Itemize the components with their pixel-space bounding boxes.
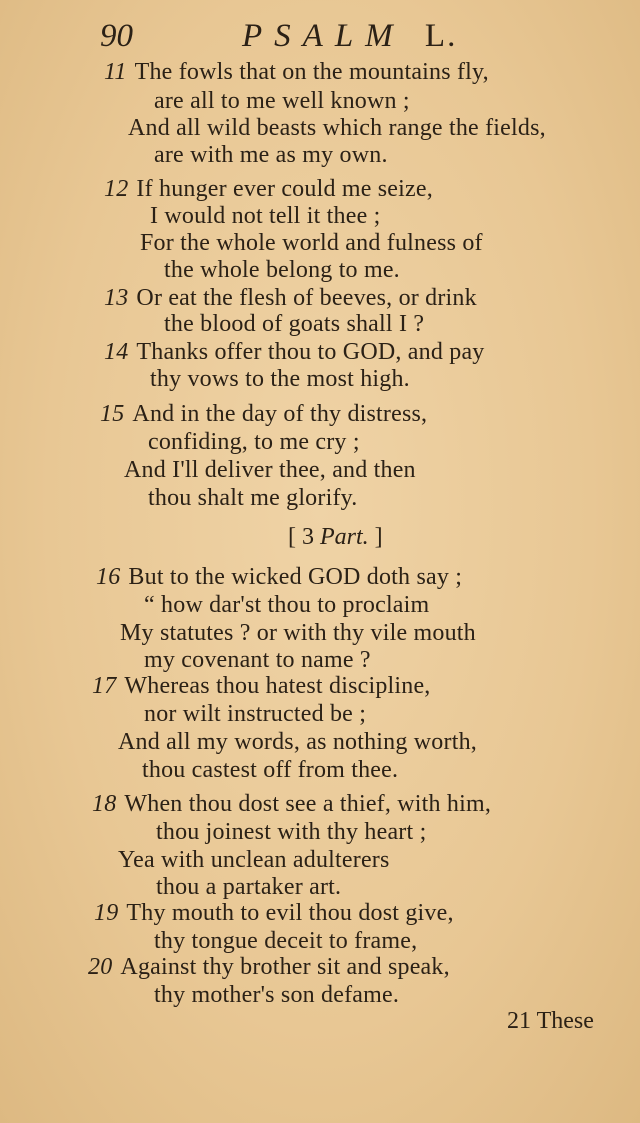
verse-number: 16 — [96, 564, 121, 590]
verse-16-line-3: My statutes ? or with thy vile mouth — [120, 620, 476, 646]
page-header — [100, 18, 500, 58]
verse-12-line-1 — [104, 175, 433, 203]
verse-11-line-3: And all wild beasts which range the fields, — [128, 115, 546, 141]
verse-18-line-1 — [92, 790, 491, 818]
verse-12-line-3: For the whole world and fulness of — [140, 230, 483, 256]
part-open: [ 3 — [288, 524, 314, 550]
verse-15-line-4: thou shalt me glorify. — [148, 485, 358, 511]
verse-13-line-1 — [104, 284, 477, 312]
verse-number: 12 — [104, 176, 129, 202]
verse-17-line-2: nor wilt instructed be ; — [144, 701, 367, 727]
verse-text: Thy mouth to evil thou dost give, — [126, 900, 454, 926]
part-label: Part. — [320, 524, 369, 550]
verse-text: Or eat the flesh of beeves, or drink — [136, 285, 477, 311]
verse-14-line-2: thy vows to the most high. — [150, 366, 410, 392]
verse-11-line-1 — [104, 58, 489, 86]
verse-number: 19 — [94, 900, 119, 926]
verse-13-line-2: the blood of goats shall I ? — [164, 311, 425, 337]
verse-text: And in the day of thy distress, — [132, 401, 428, 427]
verse-text: Against thy brother sit and speak, — [120, 954, 450, 980]
title-word: PSALM — [242, 18, 405, 54]
verse-text: If hunger ever could me seize, — [136, 176, 433, 202]
verse-15-line-2: confiding, to me cry ; — [148, 429, 360, 455]
verse-15-line-1 — [100, 400, 427, 428]
verse-20-line-1 — [88, 953, 450, 981]
verse-20-line-2: thy mother's son defame. — [154, 982, 400, 1008]
page-number: 90 — [100, 18, 133, 54]
verse-text: Whereas thou hatest discipline, — [124, 673, 431, 699]
verse-number: 14 — [104, 339, 129, 365]
verse-text: Thanks offer thou to GOD, and pay — [136, 339, 485, 365]
catchword: 21 These — [507, 1008, 594, 1034]
verse-number: 11 — [104, 59, 127, 85]
verse-number: 17 — [92, 673, 117, 699]
verse-18-line-2: thou joinest with thy heart ; — [156, 819, 427, 845]
verse-12-line-2: I would not tell it thee ; — [150, 203, 381, 229]
verse-text: The fowls that on the mountains fly, — [134, 59, 489, 85]
part-heading — [288, 524, 383, 551]
part-close: ] — [374, 524, 383, 550]
verse-11-line-4: are with me as my own. — [154, 142, 388, 168]
verse-text: But to the wicked GOD doth say ; — [128, 564, 463, 590]
verse-text: When thou dost see a thief, with him, — [124, 791, 492, 817]
verse-12-line-4: the whole belong to me. — [164, 257, 400, 283]
verse-19-line-2: thy tongue deceit to frame, — [154, 928, 418, 954]
verse-number: 15 — [100, 401, 125, 427]
verse-16-line-2: “ how dar'st thou to proclaim — [144, 592, 430, 618]
verse-16-line-4: my covenant to name ? — [144, 647, 371, 673]
verse-number: 20 — [88, 954, 113, 980]
running-title — [242, 18, 457, 55]
verse-11-line-2: are all to me well known ; — [154, 88, 410, 114]
verse-14-line-1 — [104, 338, 485, 366]
verse-17-line-1 — [92, 672, 431, 700]
verse-18-line-3: Yea with unclean adulterers — [118, 847, 390, 873]
verse-number: 18 — [92, 791, 117, 817]
verse-19-line-1 — [94, 899, 454, 927]
verse-18-line-4: thou a partaker art. — [156, 874, 342, 900]
verse-17-line-3: And all my words, as nothing worth, — [118, 729, 477, 755]
verse-15-line-3: And I'll deliver thee, and then — [124, 457, 416, 483]
title-numeral: L. — [424, 18, 458, 54]
verse-17-line-4: thou castest off from thee. — [142, 757, 399, 783]
verse-16-line-1 — [96, 563, 462, 591]
verse-number: 13 — [104, 285, 129, 311]
